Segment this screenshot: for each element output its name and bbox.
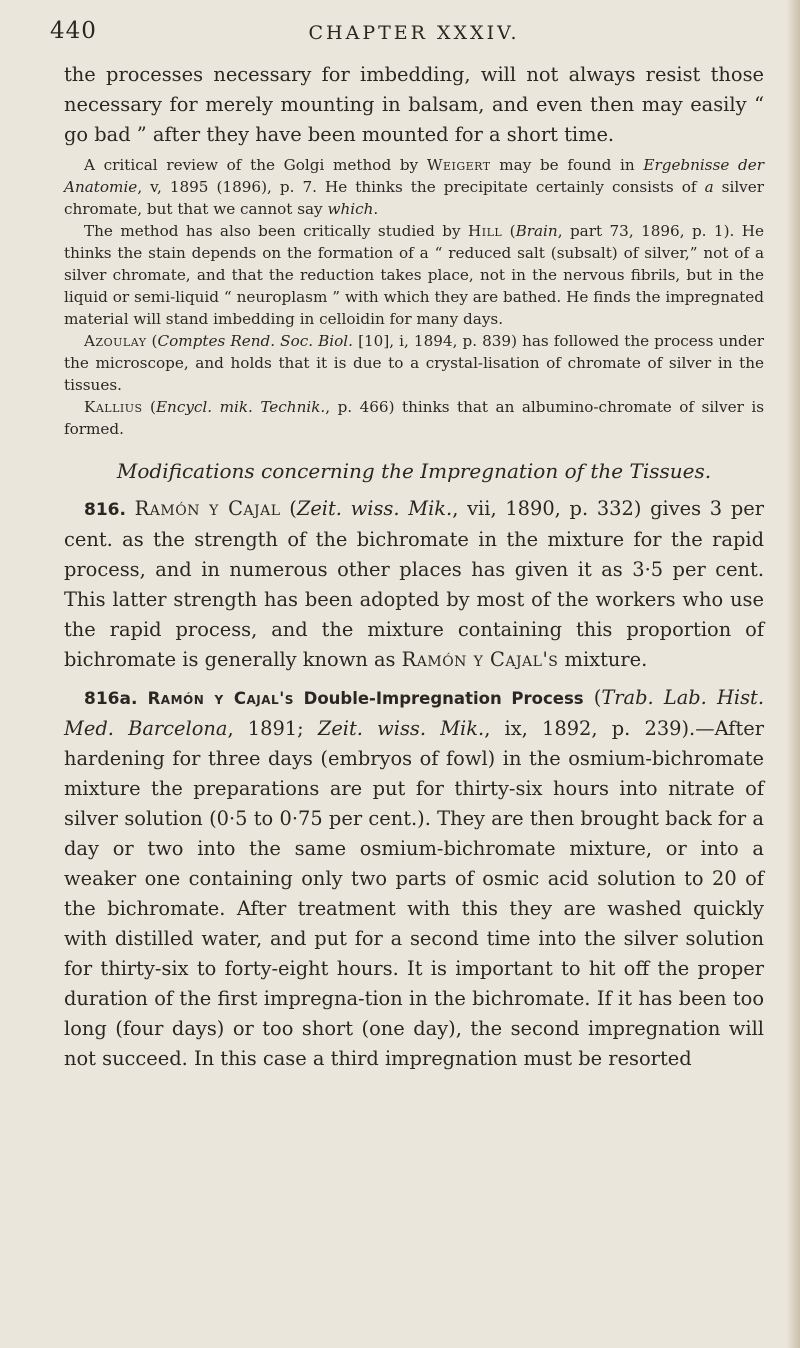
author-name: Weigert: [426, 156, 491, 174]
note-text: silver chromate, but that we cannot say: [64, 178, 764, 218]
body-text: (: [280, 497, 297, 520]
author-name: Azoulay: [84, 332, 147, 350]
source-title: Brain: [515, 222, 558, 240]
small-print-notes: [64, 154, 764, 440]
note-text: (: [502, 222, 516, 240]
body-text: , ix, 1892, p. 239).—After hardening for three days (embryos of fowl) in the osmium-bichromate mixture the preparations are put for thirty-six hours into nitrate of silver solution (0·5 to 0·75 per cent.). They are then brought back for a day or two into the same osmium-bichromate mixture, or into a weaker one containing only two parts of osmic acid solution to 20 of the bichromate. After treatment with this they are washed quickly with distilled water, and put for a second time into the silver solution for thirty-six to forty-eight hours. It is important to hit off the proper duration of the first impregna-tion in the bichromate. If it has been too long (four days) or too short (one day), the second impregnation will not succeed. In this case a third impregnation must be resorted: [64, 717, 764, 1070]
running-head: CHAPTER XXXIV.: [308, 22, 520, 44]
note-text: , v, 1895 (1896), p. 7. He thinks the precipitate certainly consists of: [137, 178, 705, 196]
body-text: (: [583, 686, 602, 709]
note-italic: which: [327, 200, 374, 218]
note-text: may be found in: [490, 156, 644, 174]
source-title: Trab. Lab. Hist. Med. Barcelona: [64, 686, 764, 740]
note-text: (: [146, 332, 158, 350]
note-text: (: [142, 398, 156, 416]
source-title: Comptes Rend. Soc. Biol.: [157, 332, 353, 350]
author-name: Ramón y Cajal: [134, 497, 281, 520]
book-page: [50, 18, 765, 1074]
body-text: , vii, 1890, p. 332) gives 3 per cent. as the strength of the bichromate in the mixture for the rapid process, and in numerous other places has given it as 3·5 per cent. This latter strength has been adopted by most of the workers who use the rapid process, and the mixture containing this proportion of bichromate is generally known as: [64, 497, 765, 671]
body-text: mixture.: [558, 648, 648, 671]
note-text: The method has also been critically studied by: [84, 222, 469, 240]
note-text: , p. 466) thinks that an albumino-chromate of silver is formed.: [64, 398, 764, 438]
page-header: [50, 18, 764, 60]
source-title: Zeit. wiss. Mik.: [317, 717, 485, 740]
section-heading: Modifications concerning the Impregnation of the Tissues.: [116, 459, 712, 483]
section-number: 816a.: [84, 689, 138, 709]
paragraph-continuation: the processes necessary for imbedding, will not always resist those necessary for merely mounting in balsam, and even then may easily “ go bad ” after they have been mounted for a short time.: [64, 63, 764, 146]
page-number: 440: [50, 18, 97, 44]
author-name: Kallius: [84, 398, 143, 416]
page-edge-shadow: [786, 0, 800, 1348]
source-title: Ergebnisse der Anatomie: [64, 156, 765, 196]
note-text: .: [373, 200, 379, 218]
author-name: Ramón y Cajal's: [147, 689, 294, 708]
source-title: Zeit. wiss. Mik.: [296, 497, 453, 520]
note-text: , part 73, 1896, p. 1). He thinks the stain depends on the formation of a “ reduced salt (subsalt) of silver,” not of a silver chromate, and that the reduction takes place, not in the nervous fibrils, but in the liquid or semi-liquid “ neuroplasm ” with which they are bathed. He finds the impregnated material will stand imbedding in celloidin for many days.: [64, 222, 764, 328]
process-title: Double-Impregnation Process: [293, 689, 584, 708]
source-title: Encycl. mik. Technik.: [155, 398, 326, 416]
section-number: 816.: [84, 500, 126, 520]
note-kallius: [64, 396, 764, 440]
note-italic: a: [704, 178, 714, 196]
note-text: A critical review of the Golgi method by: [84, 156, 427, 174]
note-text: [10], i, 1894, p. 839) has followed the process under the microscope, and holds that it is due to a crystal-lisation of chromate of silver in the tissues.: [64, 332, 764, 394]
body-text: , 1891;: [227, 717, 318, 740]
note-azoulay: [64, 330, 764, 396]
note-hill: [64, 220, 764, 330]
section-816a: [64, 683, 764, 1074]
note-weigert: [64, 154, 764, 220]
author-name: Hill: [468, 222, 503, 240]
author-name: Ramón y Cajal's: [401, 648, 559, 671]
section-816: [64, 494, 764, 675]
